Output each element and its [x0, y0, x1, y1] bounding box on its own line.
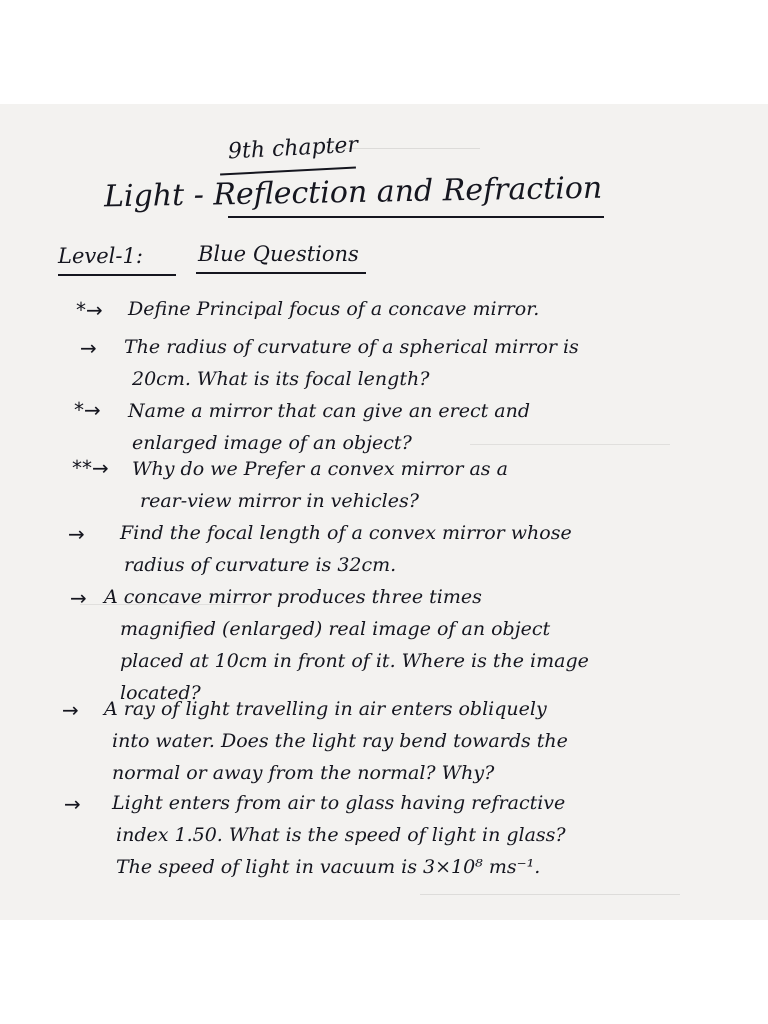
question-line: placed at 10cm in front of it. Where is the image: [120, 650, 589, 672]
question-line: enlarged image of an object?: [132, 432, 412, 454]
question-line: magnified (enlarged) real image of an object: [120, 618, 551, 640]
question-marker: *→: [76, 298, 103, 322]
question-line: normal or away from the normal? Why?: [112, 762, 495, 784]
question-line: Light enters from air to glass having refractive: [112, 792, 566, 814]
bleed-through-mark: [470, 444, 670, 453]
chapter-title-underline: [228, 216, 604, 218]
level-label: Level-1:: [58, 244, 143, 268]
question-line: The speed of light in vacuum is 3×10⁸ ms⁻¹.: [116, 856, 541, 878]
question-marker: →: [70, 586, 87, 610]
question-line: into water. Does the light ray bend towards the: [112, 730, 568, 752]
question-marker: →: [62, 698, 79, 722]
chapter-label-underline: [220, 166, 356, 175]
question-line: A ray of light travelling in air enters obliquely: [104, 698, 547, 720]
question-line: The radius of curvature of a spherical mirror is: [124, 336, 579, 358]
question-line: Find the focal length of a convex mirror whose: [120, 522, 572, 544]
bleed-through-mark: [420, 894, 680, 903]
question-line: rear-view mirror in vehicles?: [140, 490, 419, 512]
section-label-underline: [196, 272, 366, 274]
question-marker: →: [68, 522, 85, 546]
question-line: radius of curvature is 32cm.: [124, 554, 397, 576]
question-line: 20cm. What is its focal length?: [132, 368, 430, 390]
question-marker: *→: [74, 398, 101, 422]
chapter-title: Light - Reflection and Refraction: [103, 170, 603, 215]
question-line: Why do we Prefer a convex mirror as a: [132, 458, 508, 480]
question-line: Name a mirror that can give an erect and: [128, 400, 531, 422]
question-marker: →: [80, 336, 97, 360]
question-line: A concave mirror produces three times: [104, 586, 482, 608]
question-line: Define Principal focus of a concave mirror.: [128, 298, 540, 320]
level-label-underline: [58, 274, 176, 276]
question-marker: →: [64, 792, 81, 816]
chapter-label: 9th chapter: [227, 132, 359, 165]
question-line: located?: [120, 682, 201, 704]
section-label: Blue Questions: [198, 242, 359, 266]
question-marker: **→: [72, 456, 109, 480]
question-line: index 1.50. What is the speed of light in glass?: [116, 824, 566, 846]
notebook-page: [0, 104, 768, 920]
